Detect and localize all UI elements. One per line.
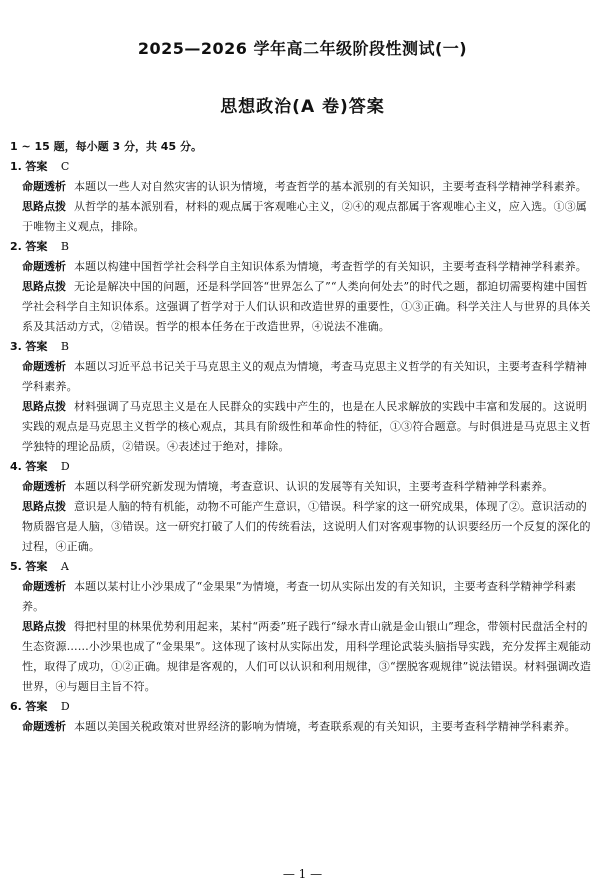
analysis-block [10, 717, 595, 737]
approach-block [10, 617, 595, 697]
answer-line [10, 697, 595, 717]
answer-value: B [60, 240, 69, 253]
analysis-text: 本题以习近平总书记关于马克思主义的观点为情境，考查马克思主义哲学的有关知识，主要考查科学精神学科素养。 [22, 360, 587, 393]
answer-item-2 [10, 237, 595, 337]
approach-label: 思路点拨 [22, 620, 66, 633]
answer-label: 答案 [25, 700, 48, 713]
answer-value: D [60, 460, 70, 473]
answer-line [10, 157, 595, 177]
approach-block [10, 397, 595, 457]
analysis-text: 本题以构建中国哲学社会科学自主知识体系为情境，考查哲学的有关知识，主要考查科学精神学科素养。 [74, 260, 587, 273]
answer-label: 答案 [25, 240, 48, 253]
question-number: 6. [10, 700, 22, 713]
answer-line [10, 337, 595, 357]
approach-label: 思路点拨 [22, 500, 66, 513]
page-number: — 1 — [282, 867, 323, 881]
analysis-block [10, 177, 595, 197]
approach-block [10, 277, 595, 337]
question-number: 3. [10, 340, 22, 353]
answer-value: C [60, 160, 70, 173]
answer-item-3 [10, 337, 595, 457]
question-number: 2. [10, 240, 22, 253]
analysis-label: 命题透析 [22, 480, 66, 493]
question-number: 4. [10, 460, 22, 473]
section-intro: 1 ~ 15 题，每小题 3 分，共 45 分。 [10, 140, 202, 153]
analysis-text: 本题以美国关税政策对世界经济的影响为情境，考查联系观的有关知识，主要考查科学精神学科素养。 [74, 720, 576, 733]
answer-line [10, 557, 595, 577]
answer-label: 答案 [25, 160, 48, 173]
analysis-label: 命题透析 [22, 180, 66, 193]
analysis-text: 本题以某村让小沙果成了“金果果”为情境，考查一切从实际出发的有关知识，主要考查科学精神学科素养。 [22, 580, 577, 613]
answer-item-5 [10, 557, 595, 697]
answer-value: A [60, 560, 69, 573]
answer-item-4 [10, 457, 595, 557]
approach-text: 材料强调了马克思主义是在人民群众的实践中产生的，也是在人民求解放的实践中丰富和发展的。这说明实践的观点是马克思主义哲学的核心观点，其具有阶级性和革命性的特征，①③符合题意。与时俱进是马克思主义哲学独特的理论品质，②错误。④表述过于绝对，排除。 [22, 400, 591, 453]
document-title: 2025—2026 学年高二年级阶段性测试(一) [137, 39, 468, 58]
answer-value: D [60, 700, 70, 713]
analysis-text: 本题以一些人对自然灾害的认识为情境，考查哲学的基本派别的有关知识，主要考查科学精神学科素养。 [74, 180, 587, 193]
answer-label: 答案 [25, 560, 48, 573]
approach-text: 无论是解决中国的问题，还是科学回答“世界怎么了”“人类向何处去”的时代之题，都迫切需要构建中国哲学社会科学自主知识体系。这强调了哲学对于人们认识和改造世界的重要性，①③正确。科学关注人与世界的具体关系及其活动方式，②错误。哲学的根本任务在于改造世界，④说法不准确。 [22, 280, 591, 333]
answer-value: B [60, 340, 69, 353]
answer-item-6 [10, 697, 595, 737]
approach-text: 得把村里的林果优势利用起来，某村“两委”班子践行“绿水青山就是金山银山”理念，带领村民盘活全村的生态资源……小沙果也成了“金果果”。这体现了该村从实际出发，用科学理论武装头脑指导实践，充分发挥主观能动性，取得了成功，①②正确。规律是客观的，人们可以认识和利用规律，③“摆脱客观规律”说法错误。材料强调改造世界，④与题目主旨不符。 [22, 620, 592, 693]
analysis-text: 本题以科学研究新发现为情境，考查意识、认识的发展等有关知识，主要考查科学精神学科素养。 [74, 480, 554, 493]
document-subtitle: 思想政治(A 卷)答案 [220, 97, 385, 117]
approach-label: 思路点拨 [22, 400, 66, 413]
approach-block [10, 197, 595, 237]
analysis-label: 命题透析 [22, 260, 66, 273]
approach-block [10, 497, 595, 557]
answer-label: 答案 [25, 460, 48, 473]
analysis-block [10, 357, 595, 397]
question-number: 5. [10, 560, 22, 573]
approach-label: 思路点拨 [22, 200, 66, 213]
analysis-block [10, 257, 595, 277]
analysis-label: 命题透析 [22, 580, 66, 593]
answer-item-1 [10, 157, 595, 237]
analysis-label: 命题透析 [22, 360, 66, 373]
question-number: 1. [10, 160, 22, 173]
analysis-block [10, 477, 595, 497]
approach-label: 思路点拨 [22, 280, 66, 293]
analysis-block [10, 577, 595, 617]
analysis-label: 命题透析 [22, 720, 66, 733]
answer-line [10, 457, 595, 477]
answer-label: 答案 [25, 340, 48, 353]
answer-line [10, 237, 595, 257]
answer-content [10, 137, 595, 737]
approach-text: 从哲学的基本派别看，材料的观点属于客观唯心主义，②④的观点都属于客观唯心主义，应入选。①③属于唯物主义观点，排除。 [22, 200, 587, 233]
approach-text: 意识是人脑的特有机能，动物不可能产生意识，①错误。科学家的这一研究成果，体现了②。意识活动的物质器官是人脑，③错误。这一研究打破了人们的传统看法，这说明人们对客观事物的认识要经历一个反复的深化的过程，④正确。 [22, 500, 591, 553]
